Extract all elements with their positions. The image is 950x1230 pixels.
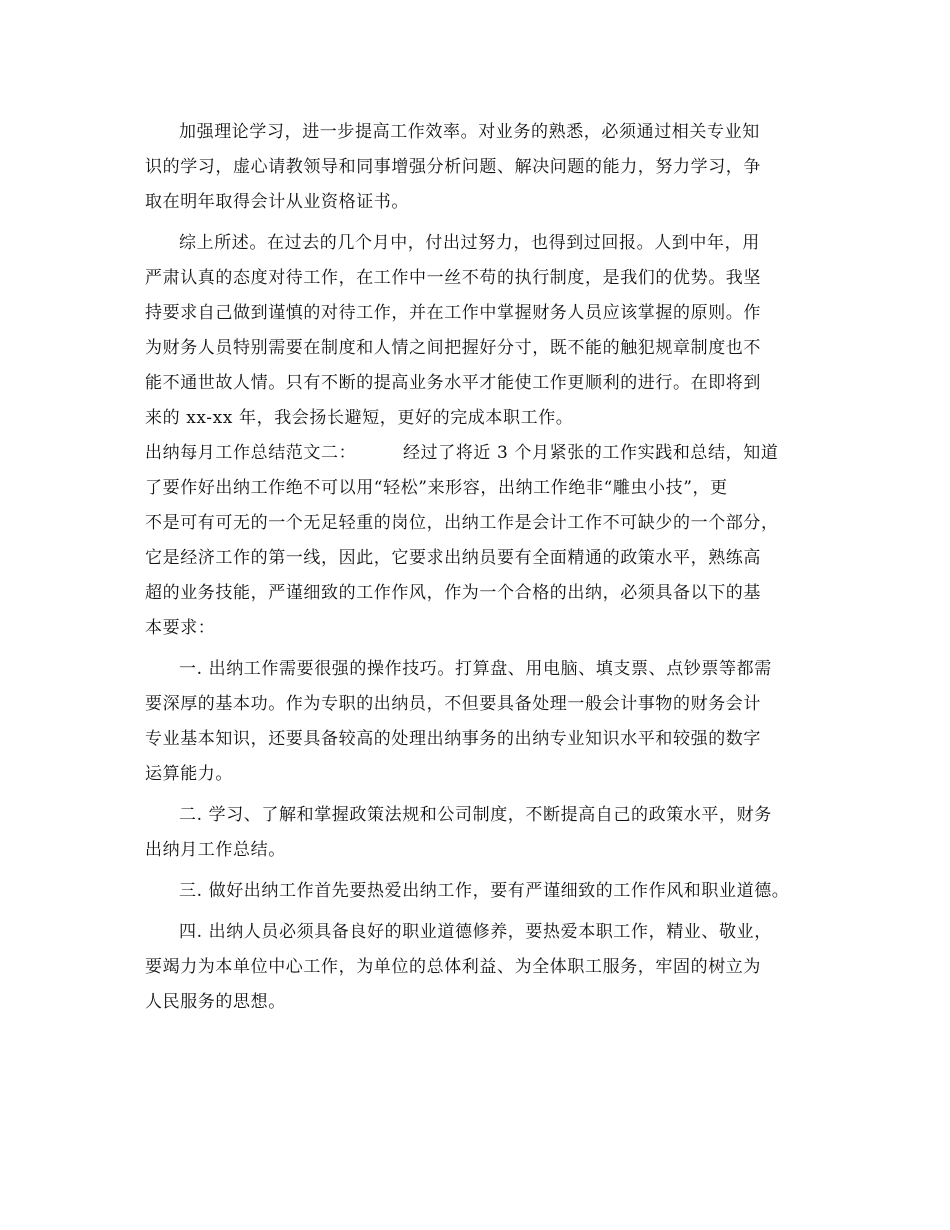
list-item-line: 三. 做好出纳工作首先要热爱出纳工作，要有严谨细致的工作作风和职业道德。 — [179, 881, 790, 901]
section-heading-line — [145, 439, 825, 467]
list-item-line: 出纳月工作总结。 — [145, 840, 286, 860]
list-item-line: 要深厚的基本功。作为专职的出纳员，不但要具备处理一般会计事物的财务会计 — [145, 694, 761, 714]
paragraph-line: 来的 xx-xx 年，我会扬长避短，更好的完成本职工作。 — [145, 408, 574, 428]
paragraph-line: 了要作好出纳工作绝不可以用“轻松”来形容，出纳工作绝非“雕虫小技”，更 — [145, 478, 728, 498]
paragraph-line: 它是经济工作的第一线，因此，它要求出纳员要有全面精通的政策水平，熟练高 — [145, 548, 761, 568]
paragraph-line: 能不通世故人情。只有不断的提高业务水平才能使工作更顺利的进行。在即将到 — [145, 373, 761, 393]
list-item-line: 要竭力为本单位中心工作，为单位的总体利益、为全体职工服务，牢固的树立为 — [145, 957, 761, 977]
list-item-line: 四. 出纳人员必须具备良好的职业道德修养，要热爱本职工作，精业、敬业， — [179, 922, 772, 942]
list-item-line: 专业基本知识，还要具备较高的处理出纳事务的出纳专业知识水平和较强的数字 — [145, 729, 761, 749]
paragraph-line: 不是可有可无的一个无足轻重的岗位，出纳工作是会计工作不可缺少的一个部分， — [145, 513, 779, 533]
list-item-line: 一. 出纳工作需要很强的操作技巧。打算盘、用电脑、填支票、点钞票等都需 — [179, 659, 772, 679]
paragraph-line: 严肃认真的态度对待工作，在工作中一丝不苟的执行制度，是我们的优势。我坚 — [145, 268, 761, 288]
paragraph-line: 持要求自己做到谨慎的对待工作，并在工作中掌握财务人员应该掌握的原则。作 — [145, 303, 761, 323]
paragraph-line: 本要求： — [145, 618, 216, 638]
paragraph-line: 加强理论学习，进一步提高工作效率。对业务的熟悉，必须通过相关专业知 — [179, 122, 760, 142]
paragraph-line: 为财务人员特别需要在制度和人情之间把握好分寸，既不能的触犯规章制度也不 — [145, 338, 761, 358]
list-item-line: 运算能力。 — [145, 764, 233, 784]
list-item-line: 人民服务的思想。 — [145, 992, 286, 1012]
paragraph-line: 超的业务技能，严谨细致的工作作风，作为一个合格的出纳，必须具备以下的基 — [145, 583, 761, 603]
section-title: 出纳每月工作总结范文二： — [145, 443, 357, 463]
paragraph-line: 识的学习，虚心请教领导和同事增强分析问题、解决问题的能力，努力学习，争 — [145, 157, 761, 177]
paragraph-line: 综上所述。在过去的几个月中，付出过努力，也得到过回报。人到中年，用 — [179, 233, 760, 253]
paragraph-line: 取在明年取得会计从业资格证书。 — [145, 192, 409, 212]
section-intro-text: 经过了将近 3 个月紧张的工作实践和总结，知道 — [403, 443, 779, 463]
list-item-line: 二. 学习、了解和掌握政策法规和公司制度，不断提高自己的政策水平，财务 — [179, 805, 772, 825]
